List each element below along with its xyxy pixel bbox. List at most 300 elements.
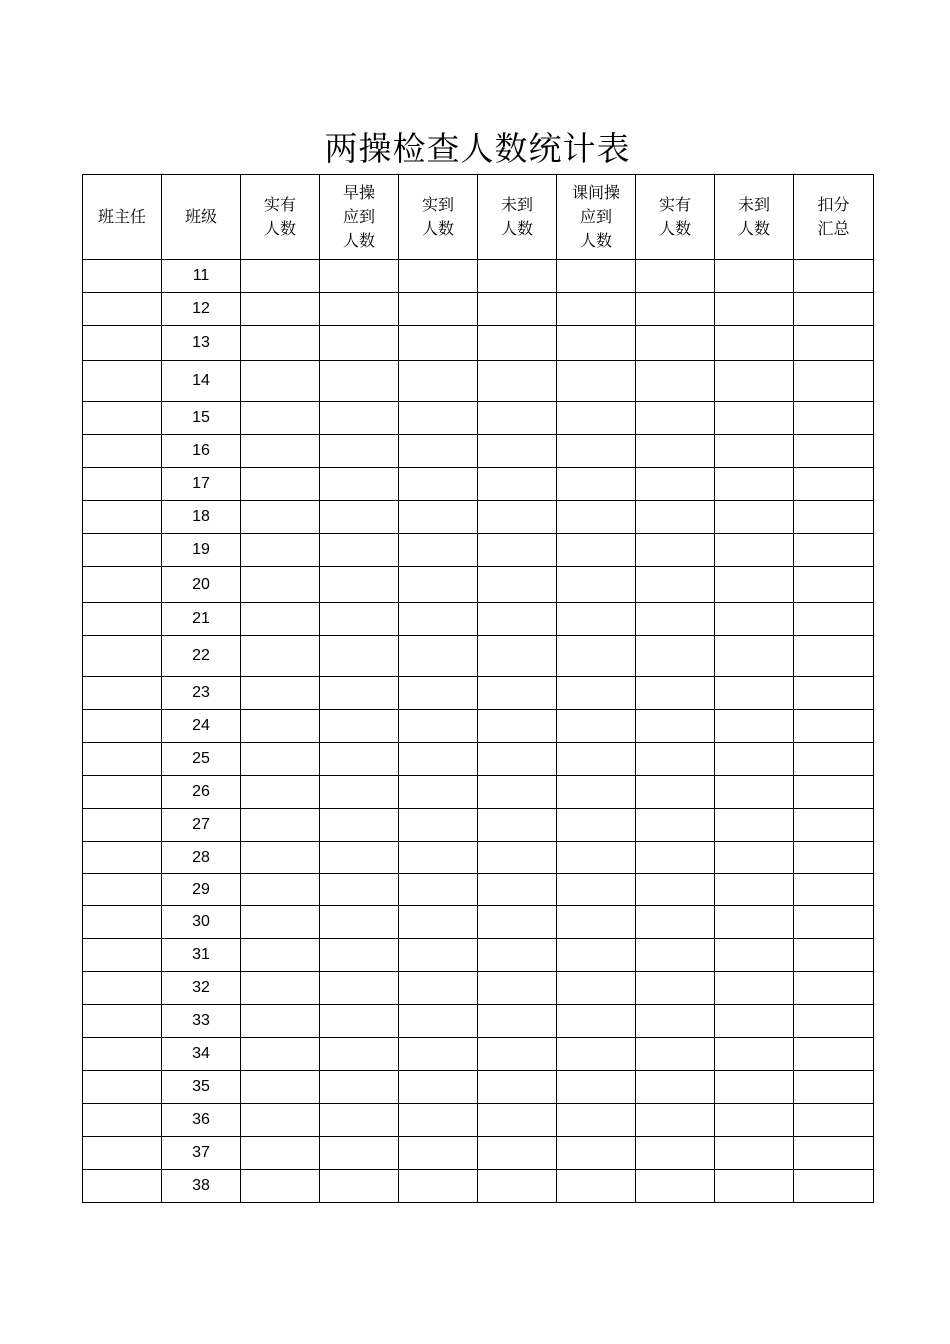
empty-cell[interactable] <box>241 972 320 1005</box>
empty-cell[interactable] <box>715 361 794 402</box>
empty-cell[interactable] <box>636 636 715 677</box>
empty-cell[interactable] <box>636 468 715 501</box>
empty-cell[interactable] <box>478 1137 557 1170</box>
header-total-count-2: 实有 人数 <box>636 175 715 260</box>
table-row <box>83 677 874 710</box>
table-row <box>83 1104 874 1137</box>
empty-cell[interactable] <box>557 906 636 939</box>
empty-cell[interactable] <box>794 809 874 842</box>
empty-cell[interactable] <box>557 1071 636 1104</box>
empty-cell[interactable] <box>83 809 162 842</box>
empty-cell[interactable] <box>794 1104 874 1137</box>
empty-cell[interactable] <box>636 939 715 972</box>
empty-cell[interactable] <box>83 468 162 501</box>
empty-cell[interactable] <box>636 972 715 1005</box>
empty-cell[interactable] <box>636 809 715 842</box>
empty-cell[interactable] <box>794 534 874 567</box>
header-morning-expected: 早操 应到 人数 <box>320 175 399 260</box>
empty-cell[interactable] <box>478 293 557 326</box>
empty-cell[interactable] <box>557 1137 636 1170</box>
empty-cell[interactable] <box>478 636 557 677</box>
empty-cell[interactable] <box>320 361 399 402</box>
empty-cell[interactable] <box>478 1071 557 1104</box>
empty-cell[interactable] <box>83 361 162 402</box>
empty-cell[interactable] <box>83 677 162 710</box>
class-number-cell: 33 <box>162 1005 241 1038</box>
empty-cell[interactable] <box>478 402 557 435</box>
empty-cell[interactable] <box>399 1005 478 1038</box>
empty-cell[interactable] <box>715 743 794 776</box>
empty-cell[interactable] <box>715 874 794 906</box>
empty-cell[interactable] <box>715 402 794 435</box>
empty-cell[interactable] <box>794 874 874 906</box>
empty-cell[interactable] <box>478 972 557 1005</box>
empty-cell[interactable] <box>83 776 162 809</box>
table-row <box>83 501 874 534</box>
empty-cell[interactable] <box>83 567 162 603</box>
empty-cell[interactable] <box>557 809 636 842</box>
empty-cell[interactable] <box>794 260 874 293</box>
empty-cell[interactable] <box>794 293 874 326</box>
empty-cell[interactable] <box>83 710 162 743</box>
header-morning-present: 实到 人数 <box>399 175 478 260</box>
empty-cell[interactable] <box>557 743 636 776</box>
empty-cell[interactable] <box>636 677 715 710</box>
empty-cell[interactable] <box>557 326 636 361</box>
empty-cell[interactable] <box>715 1170 794 1203</box>
empty-cell[interactable] <box>399 1137 478 1170</box>
empty-cell[interactable] <box>399 809 478 842</box>
table-row <box>83 326 874 361</box>
class-number-cell: 17 <box>162 468 241 501</box>
empty-cell[interactable] <box>636 501 715 534</box>
empty-cell[interactable] <box>715 972 794 1005</box>
empty-cell[interactable] <box>399 468 478 501</box>
empty-cell[interactable] <box>715 1071 794 1104</box>
table-row <box>83 776 874 809</box>
empty-cell[interactable] <box>715 534 794 567</box>
empty-cell[interactable] <box>794 603 874 636</box>
empty-cell[interactable] <box>320 677 399 710</box>
empty-cell[interactable] <box>478 842 557 874</box>
empty-cell[interactable] <box>83 1071 162 1104</box>
empty-cell[interactable] <box>399 534 478 567</box>
empty-cell[interactable] <box>83 906 162 939</box>
empty-cell[interactable] <box>399 402 478 435</box>
empty-cell[interactable] <box>83 435 162 468</box>
table-row <box>83 534 874 567</box>
empty-cell[interactable] <box>399 972 478 1005</box>
empty-cell[interactable] <box>399 1038 478 1071</box>
header-deduction-total: 扣分 汇总 <box>794 175 874 260</box>
empty-cell[interactable] <box>794 468 874 501</box>
empty-cell[interactable] <box>399 874 478 906</box>
empty-cell[interactable] <box>241 260 320 293</box>
empty-cell[interactable] <box>399 603 478 636</box>
empty-cell[interactable] <box>478 1038 557 1071</box>
empty-cell[interactable] <box>241 710 320 743</box>
header-row <box>83 175 874 260</box>
empty-cell[interactable] <box>399 361 478 402</box>
table-row <box>83 874 874 906</box>
header-break-absent: 未到 人数 <box>715 175 794 260</box>
empty-cell[interactable] <box>794 710 874 743</box>
empty-cell[interactable] <box>715 435 794 468</box>
empty-cell[interactable] <box>241 402 320 435</box>
table-row <box>83 1137 874 1170</box>
class-number-cell: 31 <box>162 939 241 972</box>
class-number-cell: 15 <box>162 402 241 435</box>
empty-cell[interactable] <box>557 677 636 710</box>
empty-cell[interactable] <box>241 1071 320 1104</box>
empty-cell[interactable] <box>794 906 874 939</box>
empty-cell[interactable] <box>83 260 162 293</box>
empty-cell[interactable] <box>478 468 557 501</box>
empty-cell[interactable] <box>794 501 874 534</box>
table-row <box>83 468 874 501</box>
empty-cell[interactable] <box>794 402 874 435</box>
class-number-cell: 28 <box>162 842 241 874</box>
empty-cell[interactable] <box>241 743 320 776</box>
empty-cell[interactable] <box>241 567 320 603</box>
empty-cell[interactable] <box>399 1104 478 1137</box>
empty-cell[interactable] <box>478 260 557 293</box>
class-number-cell: 16 <box>162 435 241 468</box>
empty-cell[interactable] <box>794 677 874 710</box>
class-number-cell: 25 <box>162 743 241 776</box>
empty-cell[interactable] <box>320 1104 399 1137</box>
empty-cell[interactable] <box>478 435 557 468</box>
empty-cell[interactable] <box>715 260 794 293</box>
empty-cell[interactable] <box>320 501 399 534</box>
empty-cell[interactable] <box>715 906 794 939</box>
empty-cell[interactable] <box>557 361 636 402</box>
empty-cell[interactable] <box>794 1071 874 1104</box>
empty-cell[interactable] <box>399 636 478 677</box>
empty-cell[interactable] <box>636 603 715 636</box>
empty-cell[interactable] <box>794 743 874 776</box>
empty-cell[interactable] <box>241 636 320 677</box>
empty-cell[interactable] <box>399 906 478 939</box>
empty-cell[interactable] <box>636 1071 715 1104</box>
empty-cell[interactable] <box>715 842 794 874</box>
class-number-cell: 38 <box>162 1170 241 1203</box>
empty-cell[interactable] <box>636 1137 715 1170</box>
class-number-cell: 14 <box>162 361 241 402</box>
empty-cell[interactable] <box>241 326 320 361</box>
empty-cell[interactable] <box>399 326 478 361</box>
empty-cell[interactable] <box>320 636 399 677</box>
empty-cell[interactable] <box>320 260 399 293</box>
empty-cell[interactable] <box>83 939 162 972</box>
empty-cell[interactable] <box>399 743 478 776</box>
empty-cell[interactable] <box>320 972 399 1005</box>
empty-cell[interactable] <box>320 293 399 326</box>
empty-cell[interactable] <box>320 468 399 501</box>
empty-cell[interactable] <box>241 1137 320 1170</box>
empty-cell[interactable] <box>399 1170 478 1203</box>
empty-cell[interactable] <box>83 743 162 776</box>
empty-cell[interactable] <box>478 743 557 776</box>
empty-cell[interactable] <box>241 842 320 874</box>
table-row <box>83 842 874 874</box>
empty-cell[interactable] <box>794 567 874 603</box>
empty-cell[interactable] <box>83 972 162 1005</box>
empty-cell[interactable] <box>320 1137 399 1170</box>
empty-cell[interactable] <box>83 603 162 636</box>
empty-cell[interactable] <box>83 402 162 435</box>
class-number-cell: 24 <box>162 710 241 743</box>
empty-cell[interactable] <box>320 776 399 809</box>
empty-cell[interactable] <box>636 743 715 776</box>
empty-cell[interactable] <box>557 534 636 567</box>
empty-cell[interactable] <box>241 534 320 567</box>
empty-cell[interactable] <box>83 1104 162 1137</box>
empty-cell[interactable] <box>478 809 557 842</box>
empty-cell[interactable] <box>320 1170 399 1203</box>
empty-cell[interactable] <box>557 1005 636 1038</box>
empty-cell[interactable] <box>320 435 399 468</box>
empty-cell[interactable] <box>794 1005 874 1038</box>
empty-cell[interactable] <box>636 361 715 402</box>
empty-cell[interactable] <box>320 939 399 972</box>
empty-cell[interactable] <box>241 1104 320 1137</box>
class-number-cell: 27 <box>162 809 241 842</box>
empty-cell[interactable] <box>241 809 320 842</box>
class-number-cell: 12 <box>162 293 241 326</box>
empty-cell[interactable] <box>715 501 794 534</box>
empty-cell[interactable] <box>715 1104 794 1137</box>
empty-cell[interactable] <box>320 906 399 939</box>
empty-cell[interactable] <box>241 435 320 468</box>
empty-cell[interactable] <box>557 603 636 636</box>
empty-cell[interactable] <box>478 939 557 972</box>
empty-cell[interactable] <box>636 402 715 435</box>
empty-cell[interactable] <box>399 501 478 534</box>
table-row <box>83 710 874 743</box>
empty-cell[interactable] <box>320 326 399 361</box>
header-morning-absent: 未到 人数 <box>478 175 557 260</box>
empty-cell[interactable] <box>636 326 715 361</box>
empty-cell[interactable] <box>241 677 320 710</box>
empty-cell[interactable] <box>478 326 557 361</box>
empty-cell[interactable] <box>478 677 557 710</box>
table-row <box>83 435 874 468</box>
empty-cell[interactable] <box>320 743 399 776</box>
empty-cell[interactable] <box>557 293 636 326</box>
empty-cell[interactable] <box>794 1137 874 1170</box>
empty-cell[interactable] <box>794 972 874 1005</box>
empty-cell[interactable] <box>557 776 636 809</box>
empty-cell[interactable] <box>399 842 478 874</box>
empty-cell[interactable] <box>557 972 636 1005</box>
empty-cell[interactable] <box>636 293 715 326</box>
empty-cell[interactable] <box>636 1038 715 1071</box>
empty-cell[interactable] <box>478 1005 557 1038</box>
empty-cell[interactable] <box>636 260 715 293</box>
empty-cell[interactable] <box>636 874 715 906</box>
empty-cell[interactable] <box>241 603 320 636</box>
empty-cell[interactable] <box>241 293 320 326</box>
empty-cell[interactable] <box>241 501 320 534</box>
empty-cell[interactable] <box>83 293 162 326</box>
empty-cell[interactable] <box>478 776 557 809</box>
empty-cell[interactable] <box>241 906 320 939</box>
empty-cell[interactable] <box>399 293 478 326</box>
empty-cell[interactable] <box>715 293 794 326</box>
header-head-teacher: 班主任 <box>83 175 162 260</box>
empty-cell[interactable] <box>715 1005 794 1038</box>
empty-cell[interactable] <box>636 1104 715 1137</box>
empty-cell[interactable] <box>557 260 636 293</box>
attendance-table <box>82 174 874 1203</box>
table-row <box>83 1005 874 1038</box>
empty-cell[interactable] <box>83 326 162 361</box>
empty-cell[interactable] <box>715 326 794 361</box>
empty-cell[interactable] <box>794 1170 874 1203</box>
empty-cell[interactable] <box>636 906 715 939</box>
empty-cell[interactable] <box>83 534 162 567</box>
empty-cell[interactable] <box>83 874 162 906</box>
empty-cell[interactable] <box>715 939 794 972</box>
empty-cell[interactable] <box>83 636 162 677</box>
empty-cell[interactable] <box>636 1005 715 1038</box>
empty-cell[interactable] <box>715 710 794 743</box>
empty-cell[interactable] <box>557 567 636 603</box>
empty-cell[interactable] <box>83 842 162 874</box>
empty-cell[interactable] <box>320 1038 399 1071</box>
empty-cell[interactable] <box>478 906 557 939</box>
empty-cell[interactable] <box>794 776 874 809</box>
empty-cell[interactable] <box>557 501 636 534</box>
class-number-cell: 26 <box>162 776 241 809</box>
empty-cell[interactable] <box>715 776 794 809</box>
empty-cell[interactable] <box>557 842 636 874</box>
empty-cell[interactable] <box>557 710 636 743</box>
empty-cell[interactable] <box>557 1104 636 1137</box>
empty-cell[interactable] <box>636 1170 715 1203</box>
empty-cell[interactable] <box>320 567 399 603</box>
empty-cell[interactable] <box>794 361 874 402</box>
empty-cell[interactable] <box>478 534 557 567</box>
empty-cell[interactable] <box>320 1005 399 1038</box>
empty-cell[interactable] <box>320 603 399 636</box>
empty-cell[interactable] <box>83 1137 162 1170</box>
empty-cell[interactable] <box>399 939 478 972</box>
empty-cell[interactable] <box>241 1005 320 1038</box>
empty-cell[interactable] <box>478 501 557 534</box>
empty-cell[interactable] <box>399 1071 478 1104</box>
empty-cell[interactable] <box>83 1170 162 1203</box>
empty-cell[interactable] <box>399 776 478 809</box>
table-row <box>83 906 874 939</box>
empty-cell[interactable] <box>636 710 715 743</box>
empty-cell[interactable] <box>557 1170 636 1203</box>
empty-cell[interactable] <box>320 710 399 743</box>
empty-cell[interactable] <box>478 567 557 603</box>
page-title: 两操检查人数统计表 <box>324 129 631 168</box>
empty-cell[interactable] <box>478 361 557 402</box>
empty-cell[interactable] <box>241 468 320 501</box>
empty-cell[interactable] <box>478 1104 557 1137</box>
empty-cell[interactable] <box>241 776 320 809</box>
empty-cell[interactable] <box>478 1170 557 1203</box>
empty-cell[interactable] <box>636 776 715 809</box>
empty-cell[interactable] <box>478 710 557 743</box>
empty-cell[interactable] <box>715 809 794 842</box>
empty-cell[interactable] <box>320 809 399 842</box>
table-row <box>83 402 874 435</box>
empty-cell[interactable] <box>399 435 478 468</box>
empty-cell[interactable] <box>557 874 636 906</box>
empty-cell[interactable] <box>320 842 399 874</box>
class-number-cell: 23 <box>162 677 241 710</box>
empty-cell[interactable] <box>478 874 557 906</box>
empty-cell[interactable] <box>715 677 794 710</box>
empty-cell[interactable] <box>399 710 478 743</box>
class-number-cell: 35 <box>162 1071 241 1104</box>
empty-cell[interactable] <box>557 402 636 435</box>
empty-cell[interactable] <box>557 1038 636 1071</box>
empty-cell[interactable] <box>83 501 162 534</box>
empty-cell[interactable] <box>715 1038 794 1071</box>
empty-cell[interactable] <box>715 636 794 677</box>
empty-cell[interactable] <box>794 842 874 874</box>
empty-cell[interactable] <box>794 1038 874 1071</box>
empty-cell[interactable] <box>241 939 320 972</box>
empty-cell[interactable] <box>636 567 715 603</box>
empty-cell[interactable] <box>557 468 636 501</box>
empty-cell[interactable] <box>636 534 715 567</box>
empty-cell[interactable] <box>320 874 399 906</box>
empty-cell[interactable] <box>241 1038 320 1071</box>
empty-cell[interactable] <box>241 361 320 402</box>
empty-cell[interactable] <box>399 567 478 603</box>
table-row <box>83 972 874 1005</box>
empty-cell[interactable] <box>715 468 794 501</box>
empty-cell[interactable] <box>557 939 636 972</box>
class-number-cell: 29 <box>162 874 241 906</box>
empty-cell[interactable] <box>794 636 874 677</box>
empty-cell[interactable] <box>715 603 794 636</box>
empty-cell[interactable] <box>241 874 320 906</box>
empty-cell[interactable] <box>399 260 478 293</box>
empty-cell[interactable] <box>715 567 794 603</box>
empty-cell[interactable] <box>320 534 399 567</box>
class-number-cell: 34 <box>162 1038 241 1071</box>
empty-cell[interactable] <box>241 1170 320 1203</box>
empty-cell[interactable] <box>557 435 636 468</box>
empty-cell[interactable] <box>794 326 874 361</box>
empty-cell[interactable] <box>83 1005 162 1038</box>
table-row <box>83 603 874 636</box>
empty-cell[interactable] <box>794 435 874 468</box>
empty-cell[interactable] <box>794 939 874 972</box>
empty-cell[interactable] <box>636 842 715 874</box>
empty-cell[interactable] <box>83 1038 162 1071</box>
empty-cell[interactable] <box>399 677 478 710</box>
class-number-cell: 20 <box>162 567 241 603</box>
table-row <box>83 1170 874 1203</box>
empty-cell[interactable] <box>320 402 399 435</box>
empty-cell[interactable] <box>636 435 715 468</box>
empty-cell[interactable] <box>478 603 557 636</box>
empty-cell[interactable] <box>715 1137 794 1170</box>
empty-cell[interactable] <box>320 1071 399 1104</box>
empty-cell[interactable] <box>557 636 636 677</box>
table-row <box>83 636 874 677</box>
table-row <box>83 939 874 972</box>
